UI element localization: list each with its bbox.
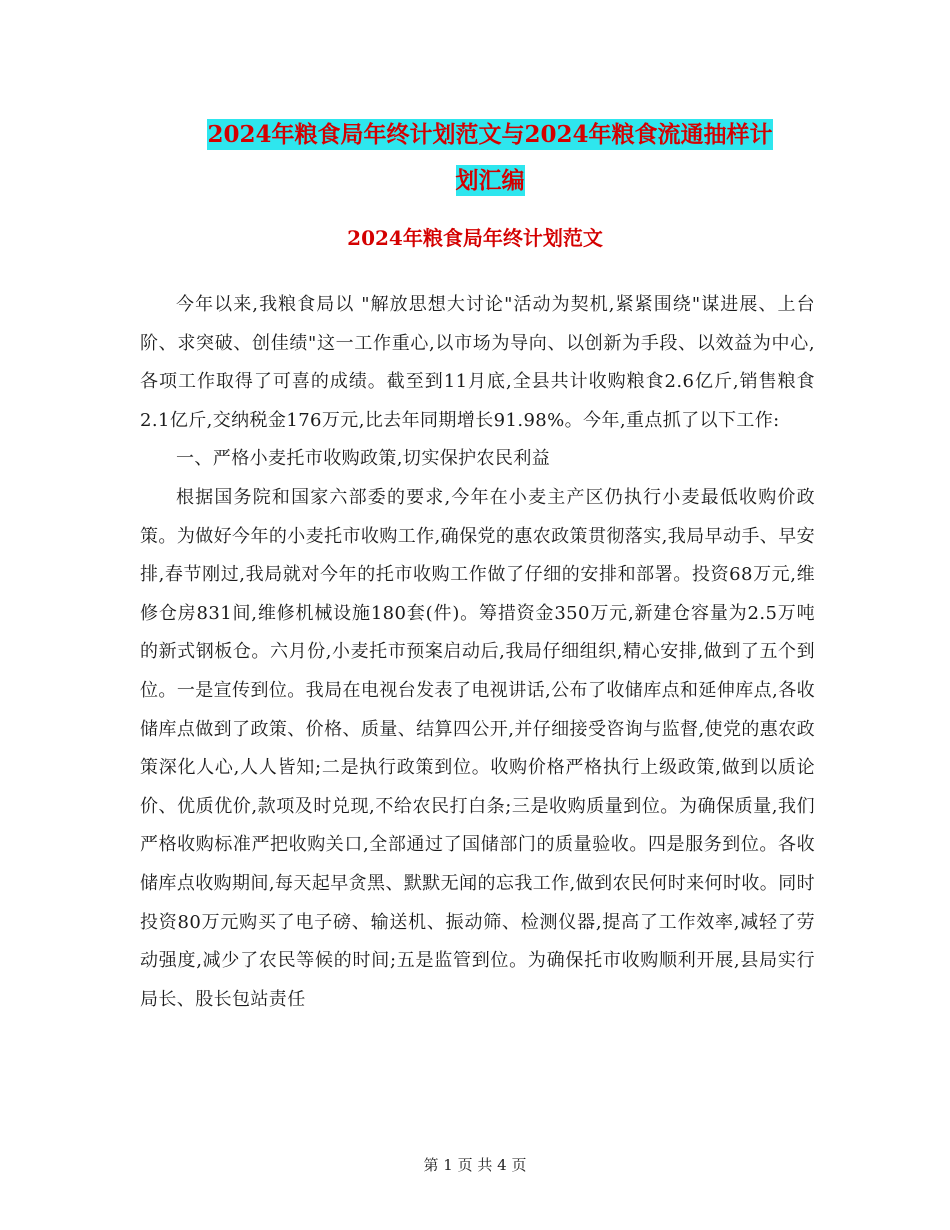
document-title-line-1: 2024年粮食局年终计划范文与2024年粮食流通抽样计 — [207, 121, 773, 148]
paragraph-intro: 今年以来,我粮食局以 "解放思想大讨论"活动为契机,紧紧围绕"谋进展、上台阶、求突破、创佳绩"这一工作重心,以市场为导向、以创新为手段、以效益为中心,各项工作取得了可喜的成绩。截至到11月底,全县共计收购粮食2.6亿斤,销售粮食2.1亿斤,交纳税金176万元,比去年同期增长91.98%。今年,重点抓了以下工作: — [140, 294, 815, 431]
document-body — [140, 286, 815, 1019]
document-title — [140, 112, 840, 204]
document-title-line-2: 划汇编 — [455, 167, 525, 194]
paragraph-wheat-policy: 根据国务院和国家六部委的要求,今年在小麦主产区仍执行小麦最低收购价政策。为做好今年的小麦托市收购工作,确保党的惠农政策贯彻落实,我局早动手、早安排,春节刚过,我局就对今年的托市收购工作做了仔细的安排和部署。投资68万元,维修仓房831间,维修机械设施180套(件)。筹措资金350万元,新建仓容量为2.5万吨的新式钢板仓。六月份,小麦托市预案启动后,我局仔细组织,精心安排,做到了五个到位。一是宣传到位。我局在电视台发表了电视讲话,公布了收储库点和延伸库点,各收储库点做到了政策、价格、质量、结算四公开,并仔细接受咨询与监督,使党的惠农政策深化人心,人人皆知;二是执行政策到位。收购价格严格执行上级政策,做到以质论价、优质优价,款项及时兑现,不给农民打白条;三是收购质量到位。为确保质量,我们严格收购标准严把收购关口,全部通过了国储部门的质量验收。四是服务到位。各收储库点收购期间,每天起早贪黑、默默无闻的忘我工作,做到农民何时来何时收。同时投资80万元购买了电子磅、输送机、振动筛、检测仪器,提高了工作效率,减轻了劳动强度,减少了农民等候的时间;五是监管到位。为确保托市收购顺利开展,县局实行局长、股长包站责任 — [140, 486, 815, 1010]
page-footer: 第 1 页 共 4 页 — [423, 1156, 527, 1174]
section-title: 2024年粮食局年终计划范文 — [347, 226, 603, 250]
paragraph-heading-1: 一、严格小麦托市收购政策,切实保护农民利益 — [176, 448, 551, 470]
